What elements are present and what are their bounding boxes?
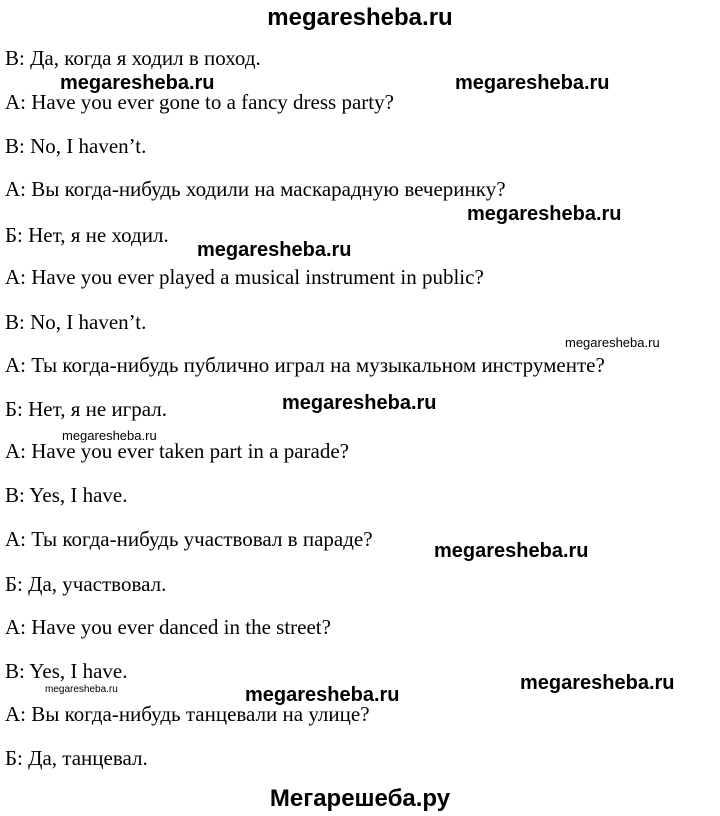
dialogue-line: A: Вы когда-нибудь танцевали на улице? xyxy=(5,702,370,726)
site-header-title: megaresheba.ru xyxy=(267,4,453,31)
dialogue-line: A: Ты когда-нибудь участвовал в параде? xyxy=(5,527,373,551)
watermark: megaresheba.ru xyxy=(62,428,157,443)
watermark: megaresheba.ru xyxy=(197,239,352,261)
dialogue-line: A: Ты когда-нибудь публично играл на музыкальном инструменте? xyxy=(5,353,605,377)
watermark: megaresheba.ru xyxy=(434,540,589,562)
watermark: megaresheba.ru xyxy=(245,684,400,706)
watermark: megaresheba.ru xyxy=(467,203,622,225)
dialogue-line: A: Have you ever gone to a fancy dress party? xyxy=(5,90,394,114)
dialogue-line: Б: Да, участвовал. xyxy=(5,572,167,596)
dialogue-line: B: No, I haven’t. xyxy=(5,310,147,334)
watermark: megaresheba.ru xyxy=(565,335,660,350)
dialogue-line: A: Have you ever danced in the street? xyxy=(5,615,331,639)
watermark: megaresheba.ru xyxy=(282,392,437,414)
dialogue-line: B: Yes, I have. xyxy=(5,483,128,507)
dialogue-line: A: Have you ever played a musical instrument in public? xyxy=(5,265,484,289)
watermark: megaresheba.ru xyxy=(520,672,675,694)
dialogue-line: A: Вы когда-нибудь ходили на маскарадную вечеринку? xyxy=(5,177,506,201)
dialogue-line: B: Yes, I have. xyxy=(5,659,128,683)
site-footer-title: Мегарешеба.ру xyxy=(269,785,451,812)
dialogue-line: B: Да, когда я ходил в поход. xyxy=(5,46,261,70)
dialogue-line: Б: Нет, я не ходил. xyxy=(5,223,169,247)
dialogue-line: A: Have you ever taken part in a parade? xyxy=(5,439,349,463)
watermark: megaresheba.ru xyxy=(45,684,118,695)
watermark: megaresheba.ru xyxy=(60,72,215,94)
dialogue-line: Б: Нет, я не играл. xyxy=(5,397,168,421)
dialogue-line: Б: Да, танцевал. xyxy=(5,746,148,770)
watermark: megaresheba.ru xyxy=(455,72,610,94)
dialogue-line: B: No, I haven’t. xyxy=(5,134,147,158)
